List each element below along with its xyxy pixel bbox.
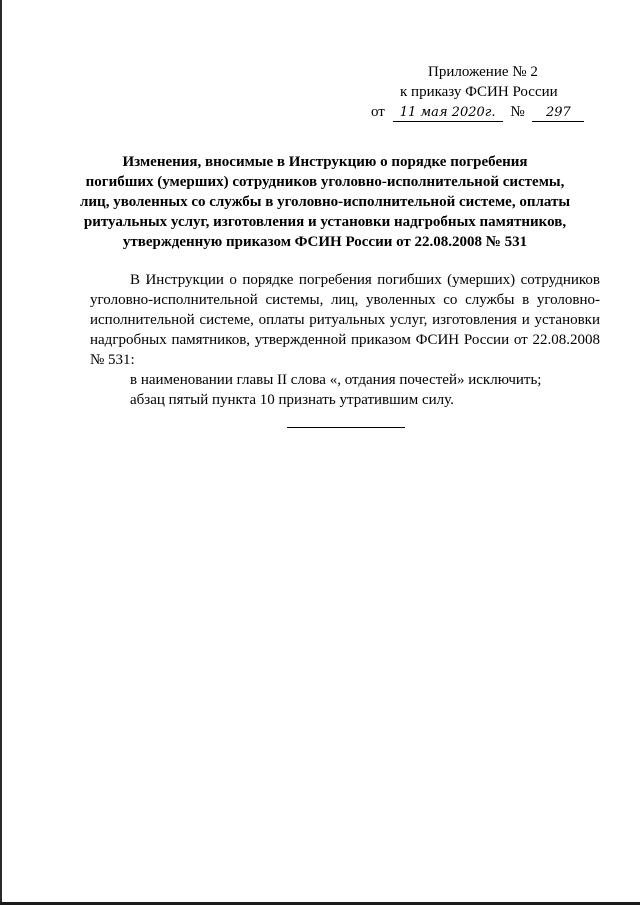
amendment-item: в наименовании главы II слова «, отдания почестей» исключить; (130, 372, 542, 388)
appendix-number: Приложение № 2 (428, 64, 538, 80)
handwritten-order-number: 297 (532, 105, 584, 122)
document-body (90, 270, 600, 410)
title-line: Изменения, вносимые в Инструкцию о порядке погребения (122, 154, 528, 170)
amendment-item: абзац пятый пункта 10 признать утратившим силу. (130, 392, 454, 408)
appendix-order-reference: к приказу ФСИН России (400, 84, 558, 100)
title-line: утвержденную приказом ФСИН России от 22.08.2008 № 531 (122, 234, 528, 250)
end-separator-line (287, 427, 405, 428)
scan-edge-left (0, 0, 2, 905)
number-prefix: № (510, 104, 525, 120)
appendix-date-line (371, 102, 584, 122)
title-line: погибших (умерших) сотрудников уголовно-исполнительной системы, (85, 174, 565, 190)
document-title (80, 152, 570, 252)
handwritten-date: 11 мая 2020г. (393, 105, 503, 122)
intro-paragraph: В Инструкции о порядке погребения погибших (умерших) сотрудников уголовно-исполнительной системы, лиц, уволенных со службы в уголовно-исполнительной системе, оплаты ритуальных услуг, изготовления и установки надгробных памятников, утвержденной приказом ФСИН России от 22.08.2008 № 531: (90, 272, 600, 368)
title-line: ритуальных услуг, изготовления и установки надгробных памятников, (83, 214, 567, 230)
title-line: лиц, уволенных со службы в уголовно-исполнительной системе, оплаты (80, 194, 571, 210)
date-prefix: от (371, 104, 385, 120)
